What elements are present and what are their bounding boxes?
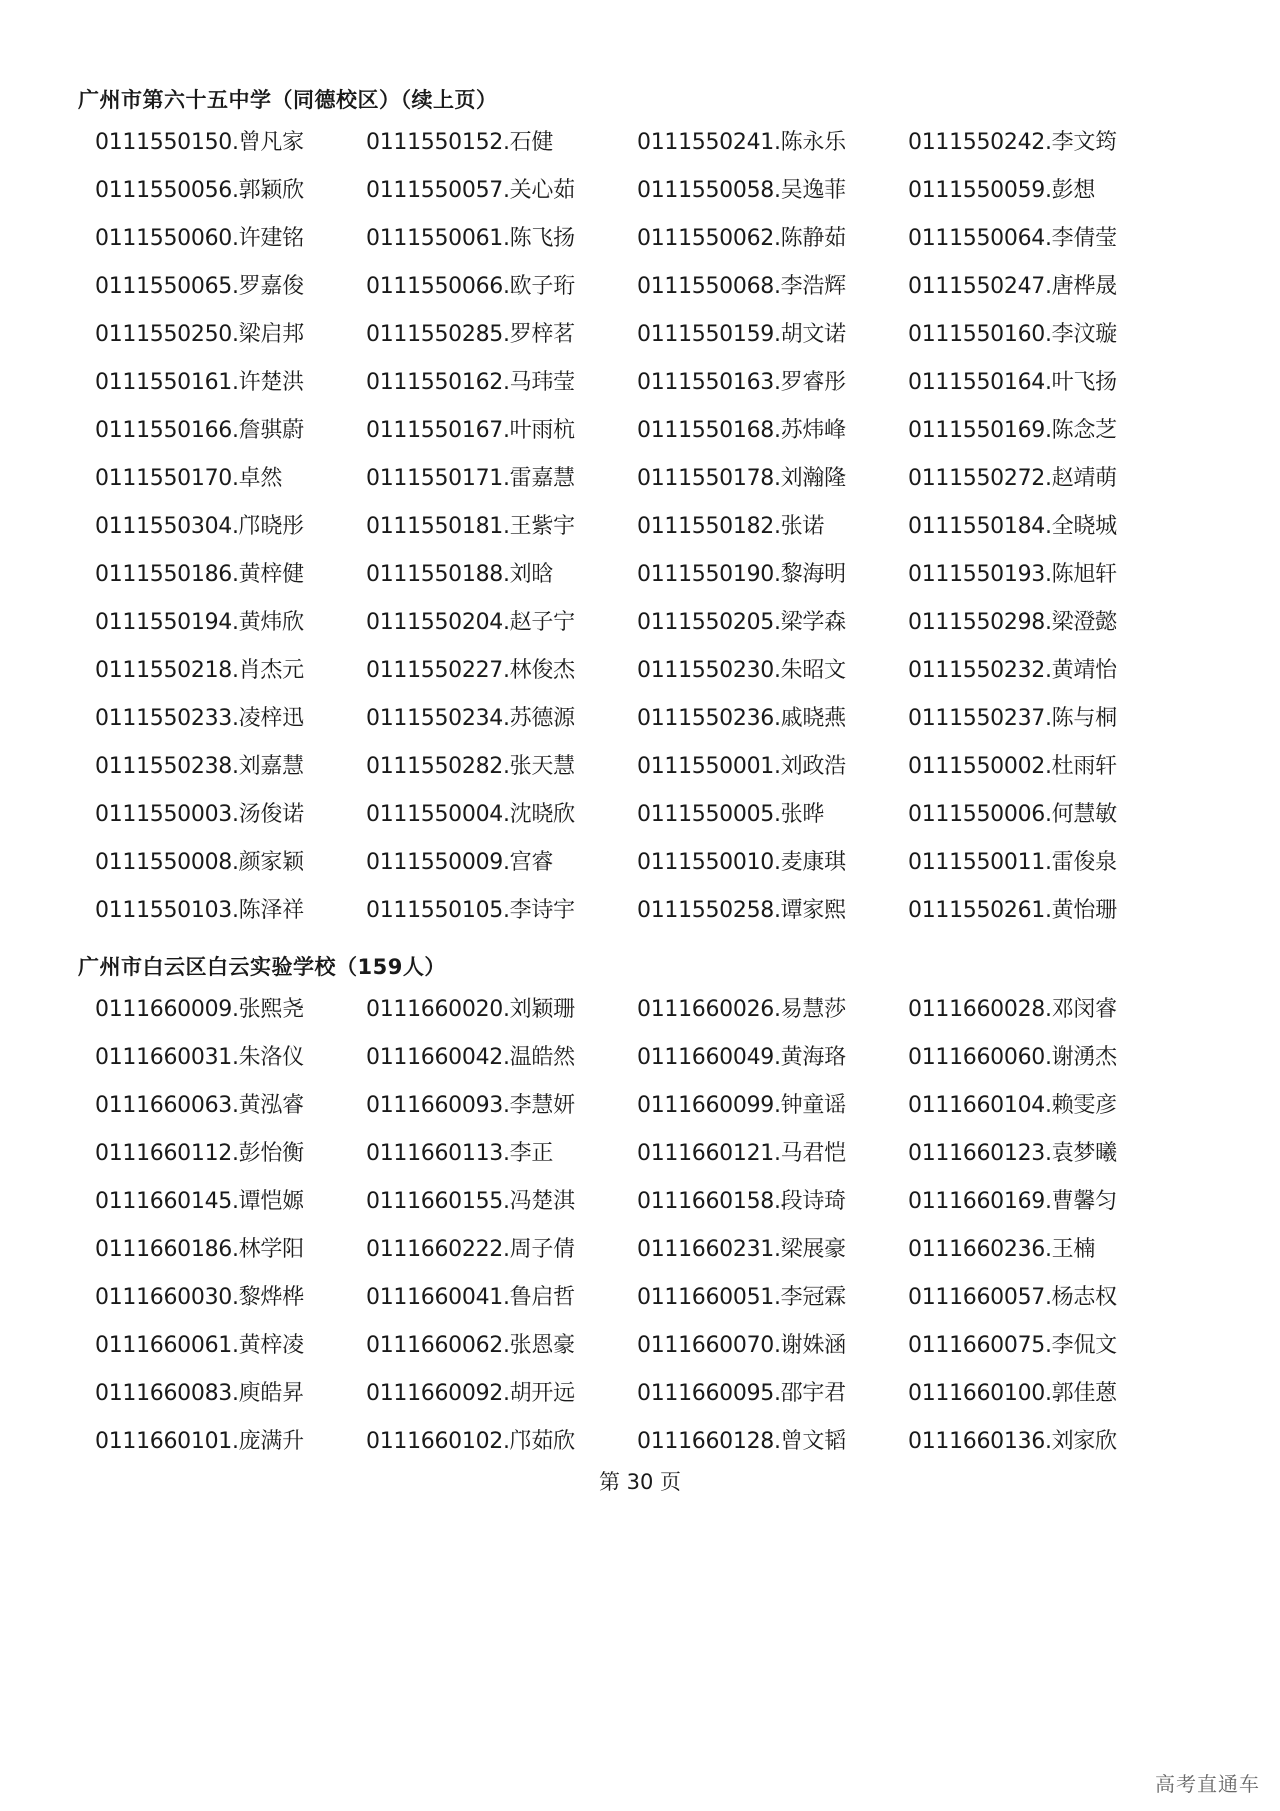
student-entry: 0111550160.李汶璇 <box>908 321 1117 347</box>
list-row <box>95 644 1195 692</box>
student-entry: 0111660092.胡开远 <box>366 1380 575 1406</box>
student-list-tongde <box>95 116 1195 932</box>
student-entry: 0111660009.张熙尧 <box>95 996 304 1022</box>
list-row <box>95 596 1195 644</box>
list-row <box>95 500 1195 548</box>
student-entry: 0111550060.许建铭 <box>95 225 304 251</box>
student-entry: 0111550232.黄靖怡 <box>908 657 1117 683</box>
student-entry: 0111660169.曹馨匀 <box>908 1188 1117 1214</box>
student-entry: 0111550057.关心茹 <box>366 177 575 203</box>
student-entry: 0111660062.张恩豪 <box>366 1332 575 1358</box>
student-entry: 0111660020.刘颖珊 <box>366 996 575 1022</box>
student-entry: 0111550238.刘嘉慧 <box>95 753 304 779</box>
watermark-text: 高考直通车 <box>1155 1772 1260 1796</box>
student-entry: 0111550182.张诺 <box>637 513 825 539</box>
student-entry: 0111550282.张天慧 <box>366 753 575 779</box>
student-entry: 0111550285.罗梓茗 <box>366 321 575 347</box>
list-row <box>95 1415 1195 1463</box>
list-row <box>95 260 1195 308</box>
student-entry: 0111550184.全晓城 <box>908 513 1117 539</box>
list-row <box>95 1079 1195 1127</box>
list-row <box>95 404 1195 452</box>
student-entry: 0111660101.庞满升 <box>95 1428 304 1454</box>
list-row <box>95 356 1195 404</box>
section-title-baiyun: 广州市白云区白云实验学校（159人） <box>78 955 446 979</box>
list-row <box>95 1319 1195 1367</box>
student-entry: 0111660075.李侃文 <box>908 1332 1117 1358</box>
student-entry: 0111550230.朱昭文 <box>637 657 846 683</box>
list-row <box>95 836 1195 884</box>
student-entry: 0111550237.陈与桐 <box>908 705 1117 731</box>
student-entry: 0111660095.邵宇君 <box>637 1380 846 1406</box>
list-row <box>95 692 1195 740</box>
student-entry: 0111550064.李倩莹 <box>908 225 1117 251</box>
student-entry: 0111550241.陈永乐 <box>637 129 846 155</box>
student-entry: 0111660128.曾文韬 <box>637 1428 846 1454</box>
student-entry: 0111660222.周子倩 <box>366 1236 575 1262</box>
list-row <box>95 452 1195 500</box>
student-entry: 0111660028.邓闵睿 <box>908 996 1117 1022</box>
student-entry: 0111550236.戚晓燕 <box>637 705 846 731</box>
student-entry: 0111550167.叶雨杭 <box>366 417 575 443</box>
student-entry: 0111550298.梁澄懿 <box>908 609 1117 635</box>
list-row <box>95 983 1195 1031</box>
student-entry: 0111550065.罗嘉俊 <box>95 273 304 299</box>
list-row <box>95 884 1195 932</box>
list-row <box>95 212 1195 260</box>
student-entry: 0111550006.何慧敏 <box>908 801 1117 827</box>
student-entry: 0111660057.杨志权 <box>908 1284 1117 1310</box>
student-entry: 0111550194.黄炜欣 <box>95 609 304 635</box>
student-entry: 0111660031.朱洛仪 <box>95 1044 304 1070</box>
student-entry: 0111660051.李冠霖 <box>637 1284 846 1310</box>
student-entry: 0111550068.李浩辉 <box>637 273 846 299</box>
student-entry: 0111550008.颜家颖 <box>95 849 304 875</box>
student-entry: 0111660099.钟童谣 <box>637 1092 846 1118</box>
student-entry: 0111550166.詹骐蔚 <box>95 417 304 443</box>
student-entry: 0111550178.刘瀚隆 <box>637 465 846 491</box>
student-entry: 0111550234.苏德源 <box>366 705 575 731</box>
student-list-baiyun <box>95 983 1195 1463</box>
student-entry: 0111660136.刘家欣 <box>908 1428 1117 1454</box>
list-row <box>95 1127 1195 1175</box>
student-entry: 0111550003.汤俊诺 <box>95 801 304 827</box>
student-entry: 0111660113.李正 <box>366 1140 554 1166</box>
list-row <box>95 740 1195 788</box>
student-entry: 0111660145.谭恺嫄 <box>95 1188 304 1214</box>
student-entry: 0111550056.郭颖欣 <box>95 177 304 203</box>
student-entry: 0111660041.鲁启哲 <box>366 1284 575 1310</box>
student-entry: 0111550058.吴逸菲 <box>637 177 846 203</box>
student-entry: 0111550242.李文筠 <box>908 129 1117 155</box>
student-entry: 0111550272.赵靖萌 <box>908 465 1117 491</box>
student-entry: 0111550059.彭想 <box>908 177 1096 203</box>
student-entry: 0111660042.温皓然 <box>366 1044 575 1070</box>
student-entry: 0111660155.冯楚淇 <box>366 1188 575 1214</box>
student-entry: 0111550150.曾凡家 <box>95 129 304 155</box>
student-entry: 0111550193.陈旭轩 <box>908 561 1117 587</box>
student-entry: 0111550004.沈晓欣 <box>366 801 575 827</box>
list-row <box>95 788 1195 836</box>
student-entry: 0111660102.邝茹欣 <box>366 1428 575 1454</box>
student-entry: 0111660083.庾皓昇 <box>95 1380 304 1406</box>
student-entry: 0111550169.陈念芝 <box>908 417 1117 443</box>
student-entry: 0111550163.罗睿彤 <box>637 369 846 395</box>
student-entry: 0111550168.苏炜峰 <box>637 417 846 443</box>
student-entry: 0111660061.黄梓凌 <box>95 1332 304 1358</box>
student-entry: 0111660026.易慧莎 <box>637 996 846 1022</box>
student-entry: 0111550159.胡文诺 <box>637 321 846 347</box>
student-entry: 0111660049.黄海珞 <box>637 1044 846 1070</box>
student-entry: 0111550002.杜雨轩 <box>908 753 1117 779</box>
list-row <box>95 1367 1195 1415</box>
student-entry: 0111660121.马君恺 <box>637 1140 846 1166</box>
student-entry: 0111660100.郭佳蒽 <box>908 1380 1117 1406</box>
student-entry: 0111550001.刘政浩 <box>637 753 846 779</box>
student-entry: 0111550170.卓然 <box>95 465 283 491</box>
student-entry: 0111550009.宫睿 <box>366 849 554 875</box>
student-entry: 0111550218.肖杰元 <box>95 657 304 683</box>
list-row <box>95 116 1195 164</box>
student-entry: 0111550181.王紫宇 <box>366 513 575 539</box>
student-entry: 0111550164.叶飞扬 <box>908 369 1117 395</box>
student-entry: 0111660093.李慧妍 <box>366 1092 575 1118</box>
list-row <box>95 548 1195 596</box>
student-entry: 0111550010.麦康琪 <box>637 849 846 875</box>
student-entry: 0111550227.林俊杰 <box>366 657 575 683</box>
student-entry: 0111550062.陈静茹 <box>637 225 846 251</box>
student-entry: 0111660060.谢湧杰 <box>908 1044 1117 1070</box>
student-entry: 0111550161.许楚洪 <box>95 369 304 395</box>
student-entry: 0111550103.陈泽祥 <box>95 897 304 923</box>
student-entry: 0111550105.李诗宇 <box>366 897 575 923</box>
student-entry: 0111550304.邝晓彤 <box>95 513 304 539</box>
student-entry: 0111660063.黄泓睿 <box>95 1092 304 1118</box>
student-entry: 0111550011.雷俊泉 <box>908 849 1117 875</box>
student-entry: 0111550250.梁启邦 <box>95 321 304 347</box>
student-entry: 0111660070.谢姝涵 <box>637 1332 846 1358</box>
student-entry: 0111550186.黄梓健 <box>95 561 304 587</box>
section-title-tongde: 广州市第六十五中学（同德校区）（续上页） <box>78 88 498 112</box>
student-entry: 0111550258.谭家熙 <box>637 897 846 923</box>
student-entry: 0111660112.彭怡衡 <box>95 1140 304 1166</box>
student-entry: 0111660231.梁展豪 <box>637 1236 846 1262</box>
student-entry: 0111550261.黄怡珊 <box>908 897 1117 923</box>
student-entry: 0111550005.张晔 <box>637 801 825 827</box>
student-entry: 0111550233.凌梓迅 <box>95 705 304 731</box>
student-entry: 0111660104.赖雯彦 <box>908 1092 1117 1118</box>
student-entry: 0111550190.黎海明 <box>637 561 846 587</box>
list-row <box>95 164 1195 212</box>
student-entry: 0111550162.马玮莹 <box>366 369 575 395</box>
student-entry: 0111550204.赵子宁 <box>366 609 575 635</box>
student-entry: 0111660186.林学阳 <box>95 1236 304 1262</box>
student-entry: 0111550171.雷嘉慧 <box>366 465 575 491</box>
student-entry: 0111550188.刘晗 <box>366 561 554 587</box>
student-entry: 0111550061.陈飞扬 <box>366 225 575 251</box>
student-entry: 0111660158.段诗琦 <box>637 1188 846 1214</box>
page-number: 第 30 页 <box>598 1470 682 1494</box>
student-entry: 0111550205.梁学森 <box>637 609 846 635</box>
student-entry: 0111550066.欧子珩 <box>366 273 575 299</box>
list-row <box>95 1223 1195 1271</box>
list-row <box>95 308 1195 356</box>
student-entry: 0111660030.黎烨桦 <box>95 1284 304 1310</box>
list-row <box>95 1031 1195 1079</box>
list-row <box>95 1175 1195 1223</box>
student-entry: 0111660236.王楠 <box>908 1236 1096 1262</box>
student-entry: 0111660123.袁梦曦 <box>908 1140 1117 1166</box>
student-entry: 0111550247.唐桦晟 <box>908 273 1117 299</box>
list-row <box>95 1271 1195 1319</box>
student-entry: 0111550152.石健 <box>366 129 554 155</box>
